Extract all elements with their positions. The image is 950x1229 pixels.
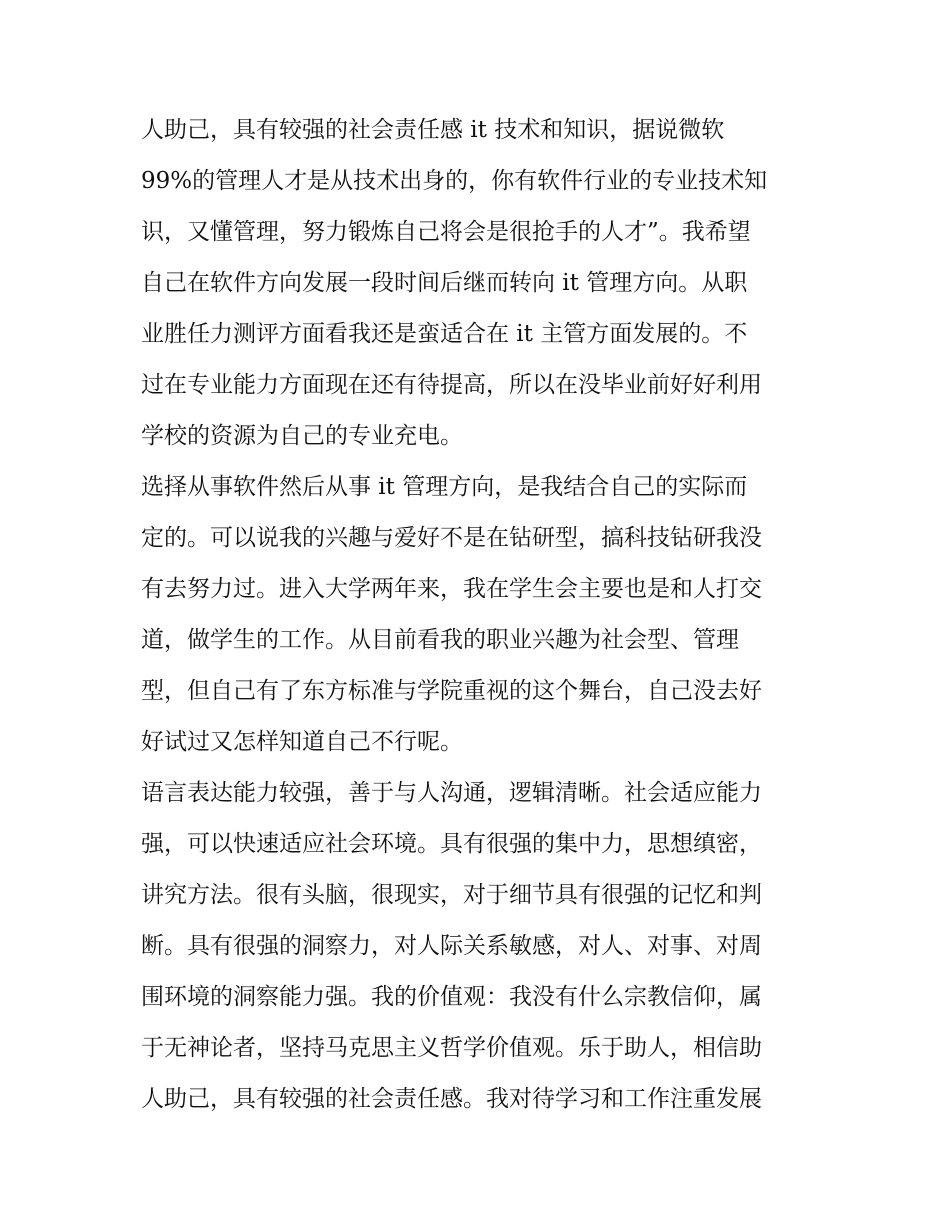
text-line: 于无神论者，坚持马克思主义哲学价值观。乐于助人，相信助	[141, 1035, 762, 1061]
text-line: 定的。可以说我的兴趣与爱好不是在钻研型，搞科技钻研我没	[141, 525, 762, 551]
text-line: 业胜任力测评方面看我还是蛮适合在 it 主管方面发展的。不	[141, 321, 748, 347]
text-line: 选择从事软件然后从事 it 管理方向，是我结合自己的实际而	[141, 474, 748, 500]
document-body	[141, 105, 821, 1125]
text-line: 有去努力过。进入大学两年来，我在学生会主要也是和人打交	[141, 576, 762, 602]
text-line: 强，可以快速适应社会环境。具有很强的集中力，思想缜密，	[141, 831, 762, 857]
text-line: 道，做学生的工作。从目前看我的职业兴趣为社会型、管理	[141, 627, 739, 653]
text-line: 语言表达能力较强，善于与人沟通，逻辑清晰。社会适应能力	[141, 780, 762, 806]
text-line: 识，又懂管理，努力锻炼自己将会是很抢手的人才”。我希望	[141, 219, 751, 245]
text-line: 人助己，具有较强的社会责任感 it 技术和知识，据说微软	[141, 117, 725, 143]
text-line: 型，但自己有了东方标准与学院重视的这个舞台，自己没去好	[141, 678, 762, 704]
text-line: 围环境的洞察能力强。我的价值观：我没有什么宗教信仰，属	[141, 984, 762, 1010]
text-line: 自己在软件方向发展一段时间后继而转向 it 管理方向。从职	[141, 270, 748, 296]
text-line: 好试过又怎样知道自己不行呢。	[141, 729, 463, 755]
text-line: 人助己，具有较强的社会责任感。我对待学习和工作注重发展	[141, 1086, 762, 1112]
text-line: 过在专业能力方面现在还有待提高，所以在没毕业前好好利用	[141, 372, 762, 398]
text-line: 99%的管理人才是从技术出身的，你有软件行业的专业技术知	[141, 168, 768, 194]
text-line: 讲究方法。很有头脑，很现实，对于细节具有很强的记忆和判	[141, 882, 762, 908]
text-line: 学校的资源为自己的专业充电。	[141, 423, 463, 449]
text-line: 断。具有很强的洞察力，对人际关系敏感，对人、对事、对周	[141, 933, 762, 959]
